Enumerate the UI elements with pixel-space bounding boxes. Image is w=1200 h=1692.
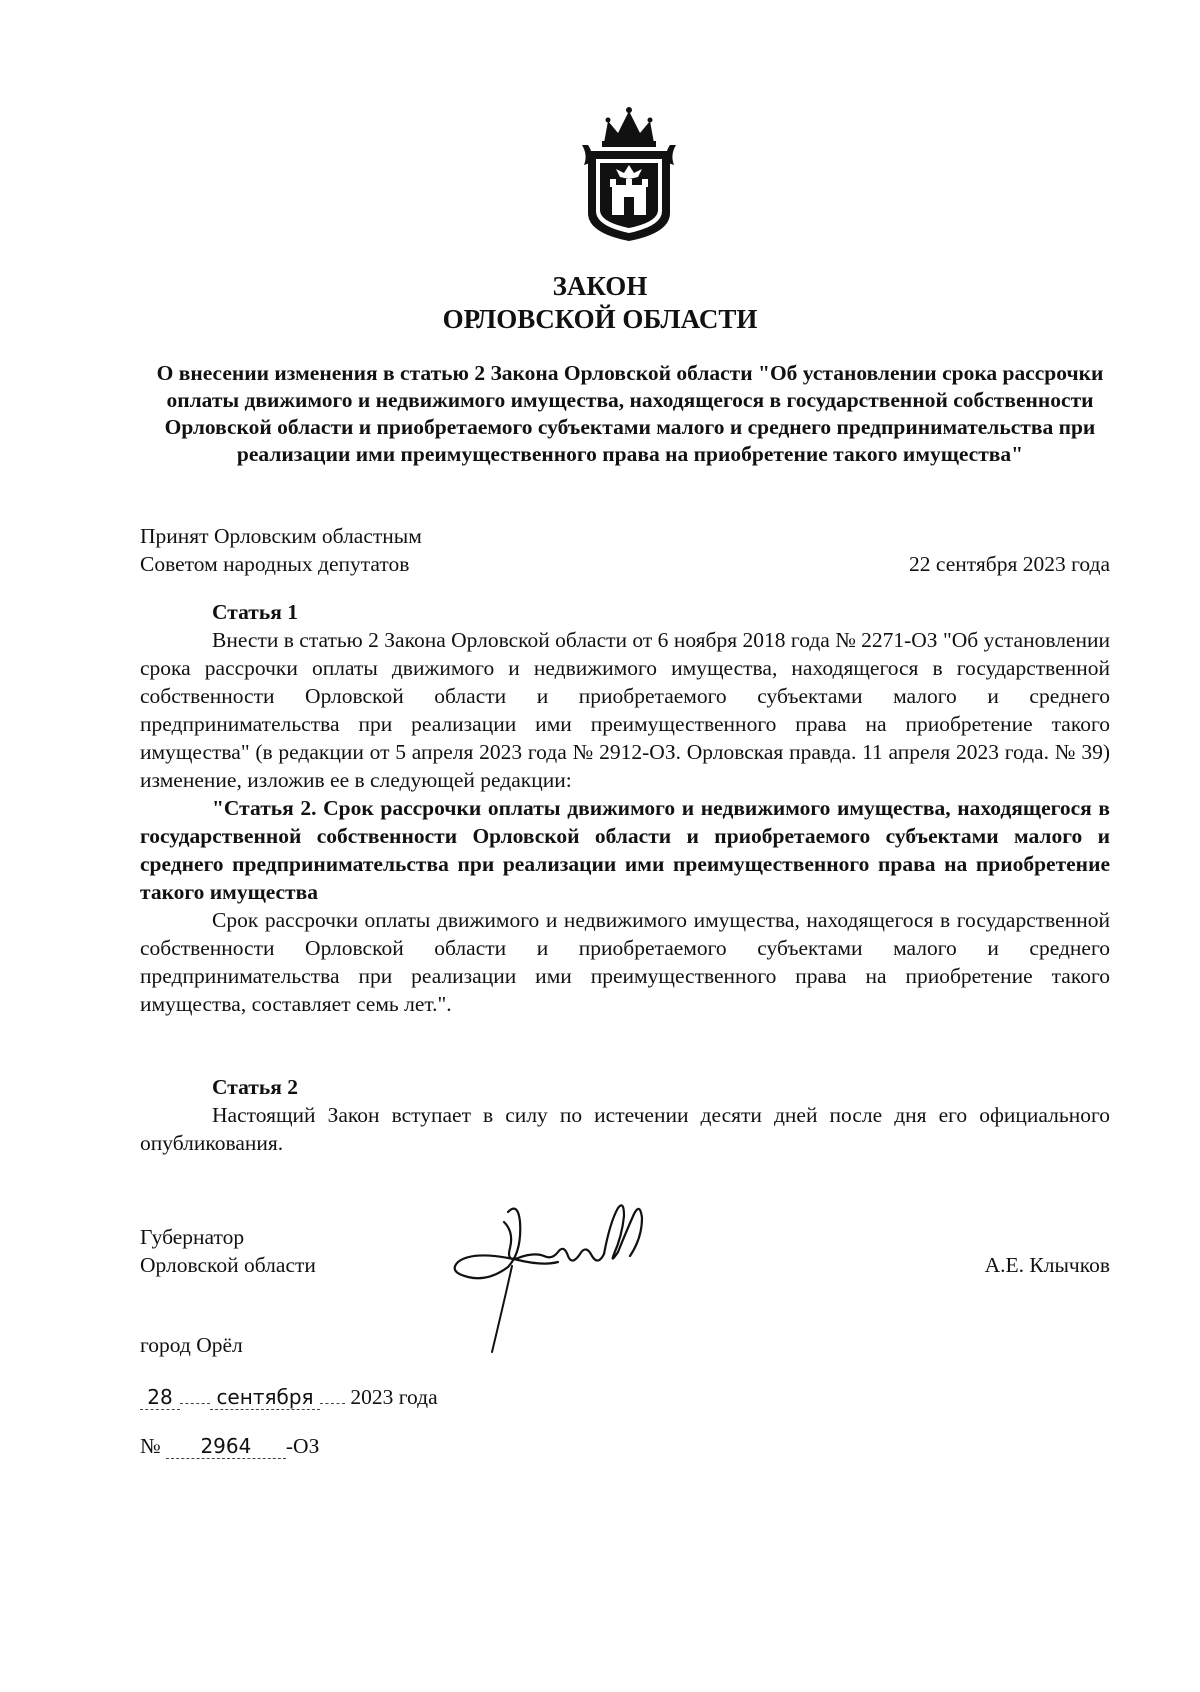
- law-number-prefix: №: [140, 1434, 161, 1458]
- adoption-date: 22 сентября 2023 года: [909, 552, 1110, 576]
- title-line-2: ОРЛОВСКОЙ ОБЛАСТИ: [442, 304, 758, 334]
- document-title: [0, 270, 1200, 336]
- adoption-block: [140, 522, 590, 578]
- coat-of-arms-icon: [574, 105, 684, 245]
- handwritten-signature-icon: [448, 1192, 678, 1362]
- signing-day: 28: [140, 1385, 180, 1410]
- signatory-title-line-2: Орловской области: [140, 1253, 316, 1277]
- article-1-new-heading: "Статья 2. Срок рассрочки оплаты движимого и недвижимого имущества, находящегося в государственной собственности Орловской области и приобретаемого субъектами малого и среднего предпринимательства при реализации ими преимущественного права на приобретение такого имущества: [140, 796, 1110, 904]
- adoption-line-1: Принят Орловским областным: [140, 524, 422, 548]
- article-2-heading: Статья 2: [212, 1075, 298, 1099]
- signatory-title-line-1: Губернатор: [140, 1225, 245, 1249]
- law-number: [140, 1432, 319, 1460]
- signing-year: 2023 года: [350, 1385, 438, 1409]
- article-1-intro: Внести в статью 2 Закона Орловской области от 6 ноября 2018 года № 2271-ОЗ "Об установлении срока рассрочки оплаты движимого и недвижимого имущества, находящегося в государственной собственности Орловской области и приобретаемого субъектами малого и среднего предпринимательства при реализации ими преимущественного права на приобретение такого имущества" (в редакции от 5 апреля 2023 года № 2912-ОЗ. Орловская правда. 11 апреля 2023 года. № 39) изменение, изложив ее в следующей редакции:: [140, 628, 1110, 792]
- adoption-line-2: Советом народных депутатов: [140, 552, 410, 576]
- signatory-name: А.Е. Клычков: [984, 1253, 1110, 1277]
- signing-date: [140, 1383, 438, 1411]
- article-1-new-text: Срок рассрочки оплаты движимого и недвижимого имущества, находящегося в государственной собственности Орловской области и приобретаемого субъектами малого и среднего предпринимательства при реализации ими преимущественного права на приобретение такого имущества, составляет семь лет.".: [140, 908, 1110, 1016]
- document-subtitle: О внесении изменения в статью 2 Закона Орловской области "Об установлении срока рассрочки оплаты движимого и недвижимого имущества, находящегося в государственной собственности Орловской области и приобретаемого субъектами малого и среднего предпринимательства при реализации ими преимущественного права на приобретение такого имущества": [156, 361, 1104, 466]
- date-underline: [320, 1403, 345, 1404]
- article-2: [140, 1073, 1110, 1157]
- signing-month: сентября: [210, 1385, 320, 1410]
- article-2-text: Настоящий Закон вступает в силу по истечении десяти дней после дня его официального опубликования.: [140, 1103, 1110, 1155]
- signing-place: город Орёл: [140, 1333, 243, 1357]
- title-line-1: ЗАКОН: [552, 271, 648, 301]
- law-number-suffix: -ОЗ: [285, 1434, 320, 1458]
- signatory-title: [140, 1223, 440, 1279]
- article-1: [140, 598, 1110, 1018]
- law-number-value: 2964: [166, 1434, 286, 1459]
- article-1-heading: Статья 1: [212, 600, 298, 624]
- date-underline: [180, 1403, 210, 1404]
